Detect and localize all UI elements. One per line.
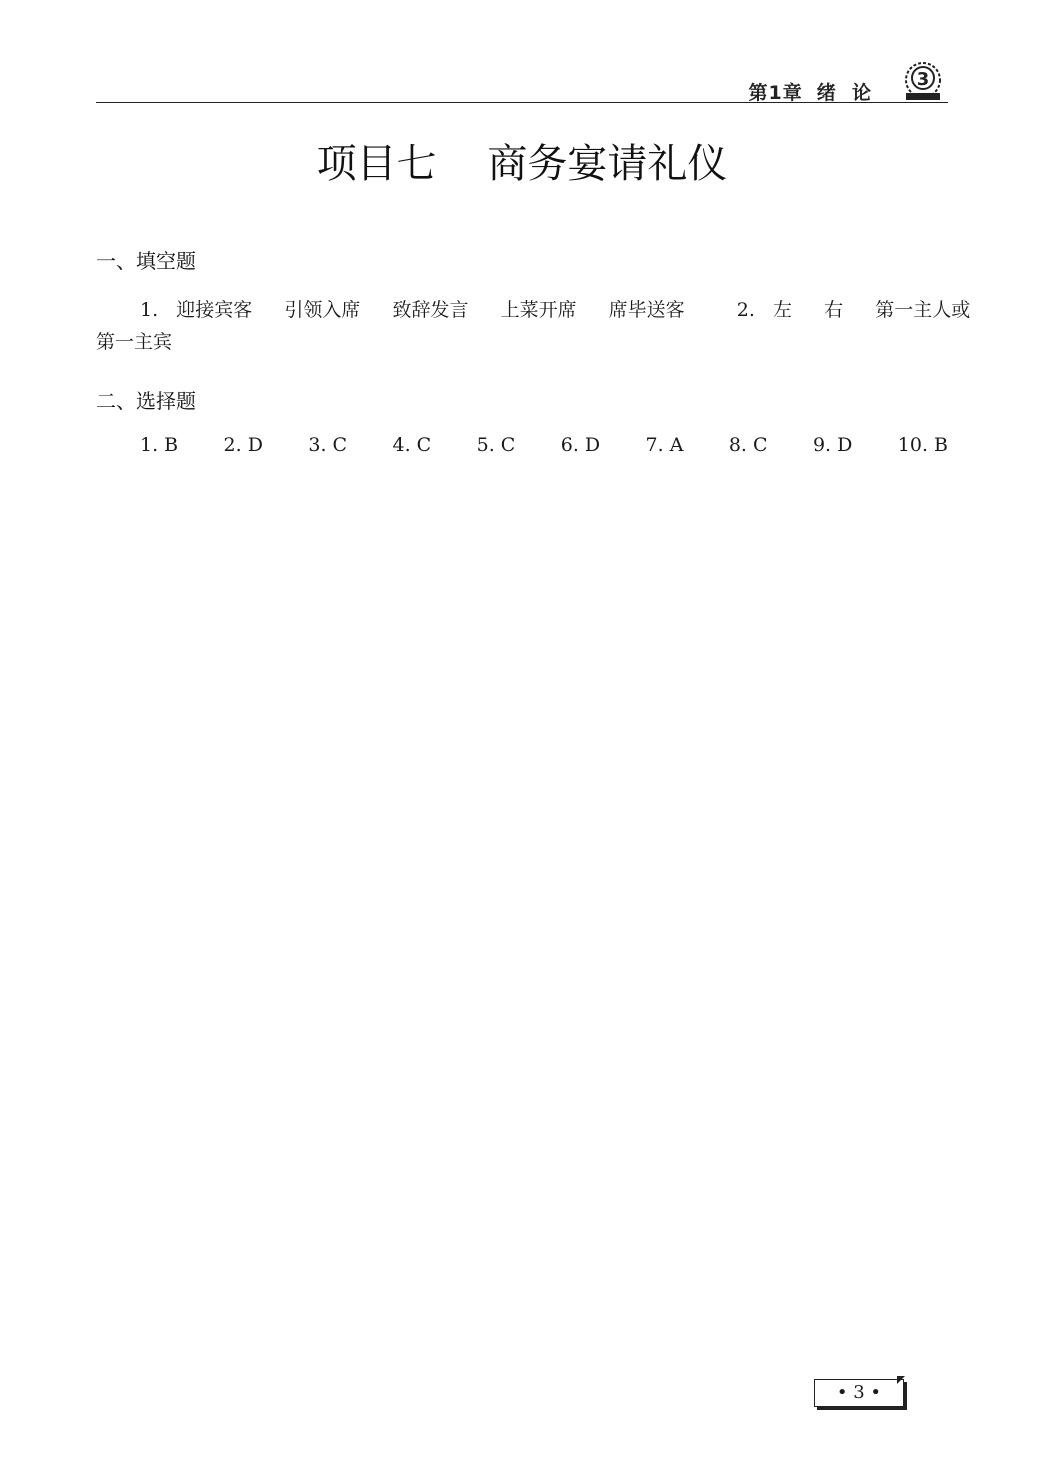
choice-answer: 4. C xyxy=(392,434,432,456)
page-title: 项目七 商务宴请礼仪 xyxy=(316,141,728,187)
choice-answer: 10. B xyxy=(897,434,948,456)
fill-blank-answers-line1 xyxy=(96,294,971,326)
answer-blank: 左 xyxy=(773,299,793,321)
answer-blank: 第一主人或 xyxy=(875,299,971,321)
page-number-corner-decoration xyxy=(897,1376,905,1384)
section-heading-fill-blank: 一、填空题 xyxy=(96,249,196,273)
answer-blank: 上菜开席 xyxy=(500,299,577,321)
choice-answer: 2. D xyxy=(223,434,263,456)
answer-blank: 引领入席 xyxy=(284,299,361,321)
answer-blank: 右 xyxy=(824,299,844,321)
fill-blank-answers-line2 xyxy=(96,326,948,358)
question-number: 1. xyxy=(140,299,159,321)
publisher-emblem-icon xyxy=(900,60,946,102)
choice-answer: 5. C xyxy=(476,434,516,456)
svg-text:3: 3 xyxy=(916,69,930,90)
choice-answer: 3. C xyxy=(308,434,348,456)
answer-blank: 席毕送客 xyxy=(608,299,685,321)
running-header xyxy=(96,60,948,103)
choice-answer: 1. B xyxy=(140,434,179,456)
choice-answer: 6. D xyxy=(560,434,601,456)
answer-blank-continued: 第一主宾 xyxy=(96,331,173,353)
choice-answer: 7. A xyxy=(645,434,684,456)
chapter-number: 第1章 xyxy=(748,82,803,104)
choice-answer: 9. D xyxy=(812,434,853,456)
multiple-choice-answers xyxy=(140,434,948,456)
section-heading-multiple-choice: 二、选择题 xyxy=(96,389,196,413)
answer-blank: 迎接宾客 xyxy=(176,299,253,321)
question-number: 2. xyxy=(736,299,755,321)
answer-blank: 致辞发言 xyxy=(392,299,469,321)
page-number: • 3 • xyxy=(814,1379,904,1407)
choice-answer: 8. C xyxy=(728,434,768,456)
chapter-title: 绪 论 xyxy=(816,82,872,104)
chapter-label xyxy=(749,78,872,105)
